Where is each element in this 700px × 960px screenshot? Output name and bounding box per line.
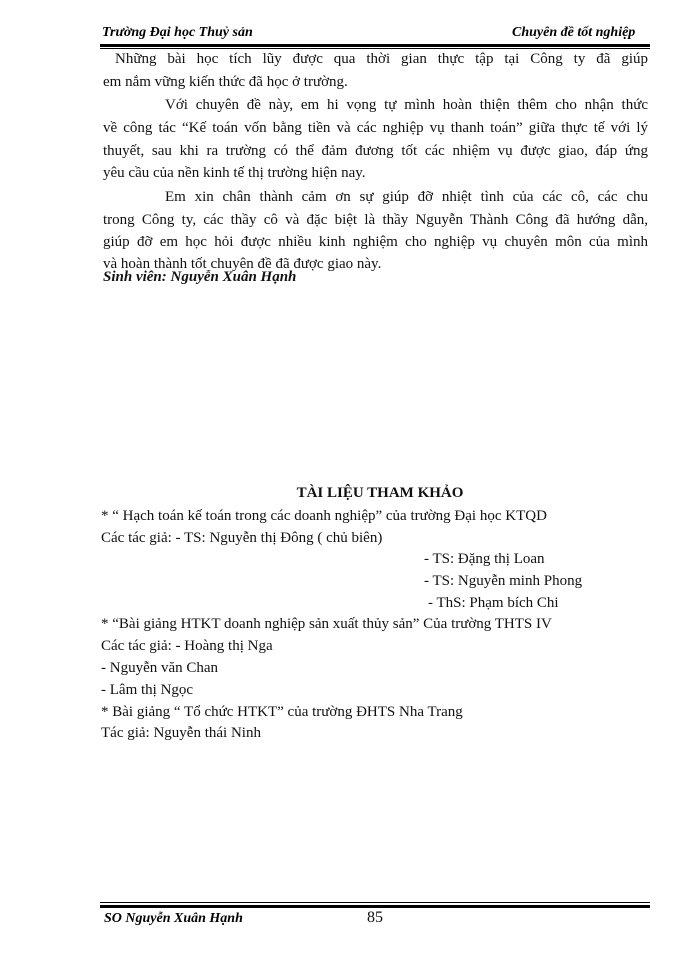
page-number: 85	[367, 909, 383, 926]
reference-line: Tác giả: Nguyễn thái Ninh	[101, 725, 261, 741]
paragraph-1-line-1: Những bài học tích lũy được qua thời gian thực tập tại Công ty đã giúp	[115, 51, 648, 67]
paragraph-3-line-1: Em xin chân thành cảm ơn sự giúp đỡ nhiệt tình của các cô, các chu	[165, 189, 648, 205]
reference-line: Các tác giả: - Hoàng thị Nga	[101, 638, 273, 654]
paragraph-2-line-1: Với chuyên đề này, em hi vọng tự mình hoàn thiện thêm cho nhận thức	[165, 97, 648, 113]
paragraph-2-line-4: yêu cầu của nền kinh tế thị trường hiện nay.	[103, 165, 366, 181]
header-rule-thick	[100, 44, 650, 47]
references-title: TÀI LIỆU THAM KHẢO	[296, 485, 464, 501]
signer: Sinh viên: Nguyễn Xuân Hạnh	[103, 269, 297, 285]
reference-line: * “Bài giảng HTKT doanh nghiệp sản xuất thủy sản” Của trường THTS IV	[101, 616, 552, 632]
footer-author: SO Nguyễn Xuân Hạnh	[104, 911, 243, 926]
reference-line: - TS: Đặng thị Loan	[424, 551, 545, 567]
paragraph-1-line-2: em nắm vững kiến thức đã học ở trường.	[103, 74, 348, 90]
reference-line: - TS: Nguyễn minh Phong	[424, 573, 583, 589]
paragraph-2-line-3: thuyết, sau khi ra trường có thể đảm đương tốt các nhiệm vụ được giao, đáp ứng	[103, 143, 648, 159]
paragraph-3-line-2: trong Công ty, các thầy cô và đặc biệt là thầy Nguyễn Thành Công đã hướng dẫn,	[103, 212, 648, 228]
paragraph-2-line-2: về công tác “Kế toán vốn bằng tiền và các nghiệp vụ thanh toán” giữa thực tế với lý	[103, 120, 648, 136]
header-school: Trường Đại học Thuỷ sản	[102, 25, 253, 40]
reference-line: * Bài giảng “ Tổ chức HTKT” của trường ĐHTS Nha Trang	[101, 704, 463, 720]
footer-rule-thick	[100, 905, 650, 908]
header-title: Chuyên đề tốt nghiệp	[512, 25, 636, 40]
reference-line: Các tác giả: - TS: Nguyễn thị Đông ( chủ biên)	[101, 530, 383, 546]
footer-rule-thin	[100, 902, 650, 903]
reference-line: - Lâm thị Ngọc	[101, 682, 194, 698]
paragraph-3-line-4: và hoàn thành tốt chuyên đề đã được giao này.	[103, 256, 382, 272]
paragraph-3-line-3: giúp đỡ em học hỏi được nhiều kinh nghiệm cho nghiệp vụ chuyên môn của mình	[103, 234, 648, 250]
reference-line: - ThS: Phạm bích Chi	[428, 595, 559, 611]
reference-line: - Nguyễn văn Chan	[101, 660, 219, 676]
reference-line: * “ Hạch toán kế toán trong các doanh nghiệp” của trường Đại học KTQD	[101, 508, 547, 524]
